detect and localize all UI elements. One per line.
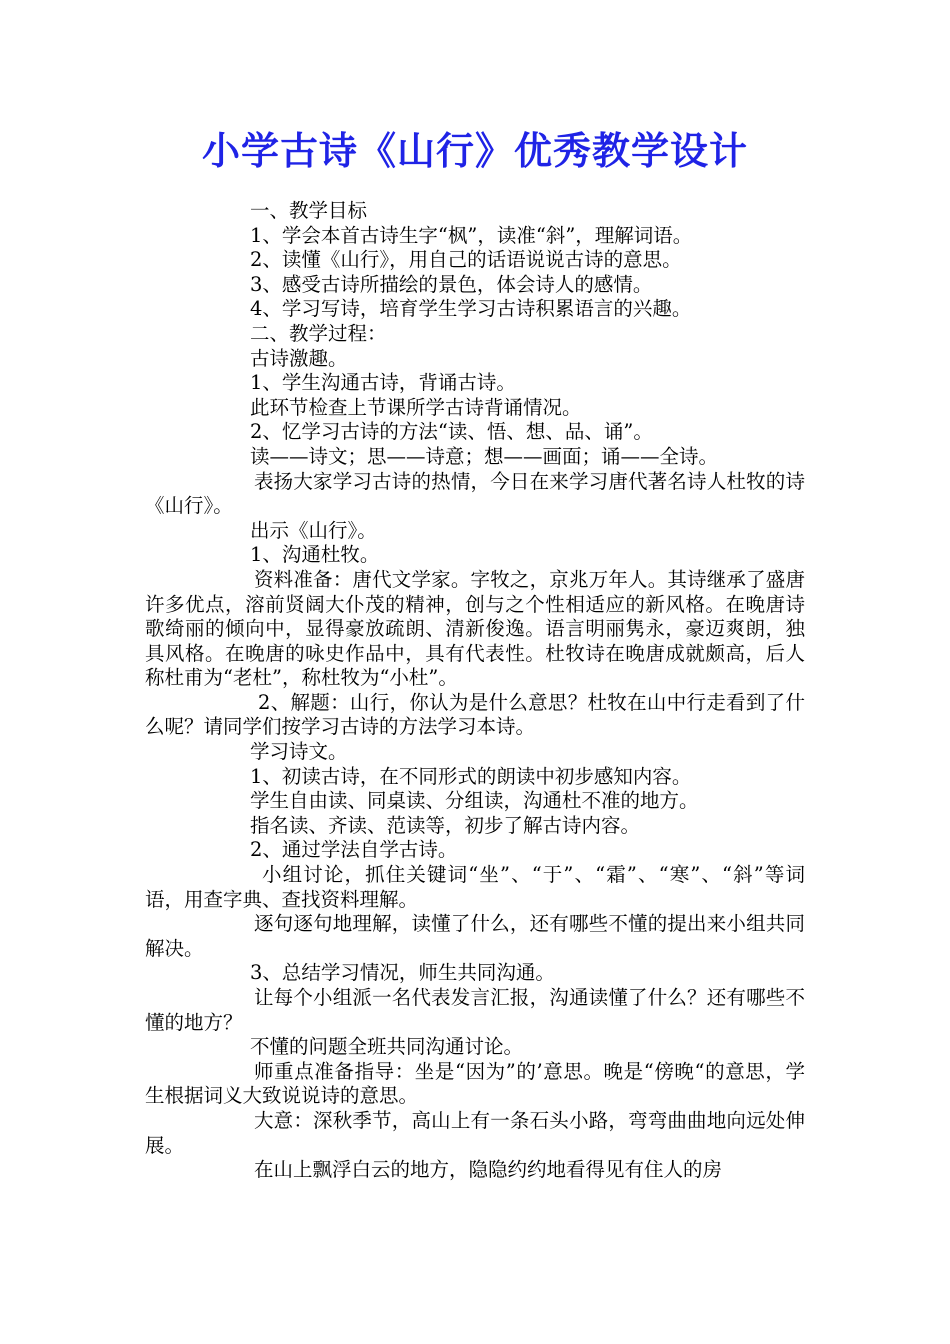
paragraph: 学习诗文。 (250, 740, 348, 764)
paragraph: 1、学生沟通古诗，背诵古诗。 (250, 371, 516, 395)
paragraph: 小组讨论，抓住关键词“坐”、“于”、“霜”、“寒”、“斜”等词语，用查字典、查找资料理解。 (145, 863, 805, 911)
paragraph: 此环节检查上节课所学古诗背诵情况。 (250, 395, 582, 419)
paragraph: 指名读、齐读、范读等，初步了解古诗内容。 (250, 813, 641, 837)
paragraph: 2、通过学法自学古诗。 (250, 838, 458, 862)
paragraph: 1、初读古诗，在不同形式的朗读中初步感知内容。 (250, 764, 692, 788)
paragraph: 大意：深秋季节，高山上有一条石头小路，弯弯曲曲地向远处伸展。 (145, 1108, 805, 1157)
paragraph: 1、沟通杜牧。 (250, 543, 380, 567)
paragraph: 3、感受古诗所描绘的景色，体会诗人的感情。 (250, 272, 653, 296)
paragraph: 2、解题：山行，你认为是什么意思？杜牧在山中行走看到了什么呢？请同学们按学习古诗的方法学习本诗。 (145, 690, 805, 739)
section-heading: 二、教学过程： (250, 321, 387, 345)
paragraph: 学生自由读、同桌读、分组读，沟通杜不准的地方。 (250, 789, 699, 813)
paragraph: 出示《山行》。 (250, 518, 377, 542)
paragraph: 让每个小组派一名代表发言汇报，沟通读懂了什么？还有哪些不懂的地方？ (145, 986, 805, 1034)
paragraph: 3、总结学习情况，师生共同沟通。 (250, 961, 555, 985)
paragraph: 表扬大家学习古诗的热情，今日在来学习唐代著名诗人杜牧的诗《山行》。 (145, 469, 805, 518)
paragraph: 4、学习写诗，培育学生学习古诗积累语言的兴趣。 (250, 297, 692, 321)
paragraph: 2、忆学习古诗的方法“读、悟、想、品、诵”。 (250, 420, 653, 444)
document-body (145, 199, 805, 1183)
paragraph: 读——诗文；思——诗意；想——画面；诵——全诗。 (250, 444, 719, 468)
paragraph: 古诗激趣。 (250, 346, 348, 370)
section-heading: 一、教学目标 (250, 199, 368, 222)
paragraph: 不懂的问题全班共同沟通讨论。 (250, 1035, 524, 1059)
paragraph: 师重点准备指导：坐是“因为”的’意思。晚是“傍晚“的意思，学生根据词义大致说说诗的意思。 (145, 1059, 805, 1108)
paragraph: 1、学会本首古诗生字“枫”，读准“斜”，理解词语。 (250, 223, 693, 247)
document-title: 小学古诗《山行》优秀教学设计 (201, 128, 748, 173)
paragraph: 逐句逐句地理解，读懂了什么，还有哪些不懂的提出来小组共同解决。 (145, 912, 805, 960)
paragraph: 资料准备：唐代文学家。字牧之，京兆万年人。其诗继承了盛唐许多优点，溶前贤阔大仆茂的精神，创与之个性相适应的新风格。在晚唐诗歌绮丽的倾向中，显得豪放疏朗、清新俊逸。语言明丽隽永，豪迈爽朗，独具风格。在晚唐的咏史作品中，具有代表性。杜牧诗在晚唐成就颇高，后人称杜甫为“老杜”，称杜牧为“小杜”。 (145, 567, 805, 690)
paragraph: 在山上飘浮白云的地方，隐隐约约地看得见有住人的房 (254, 1158, 723, 1182)
paragraph: 2、读懂《山行》，用自己的话语说说古诗的意思。 (250, 248, 682, 272)
